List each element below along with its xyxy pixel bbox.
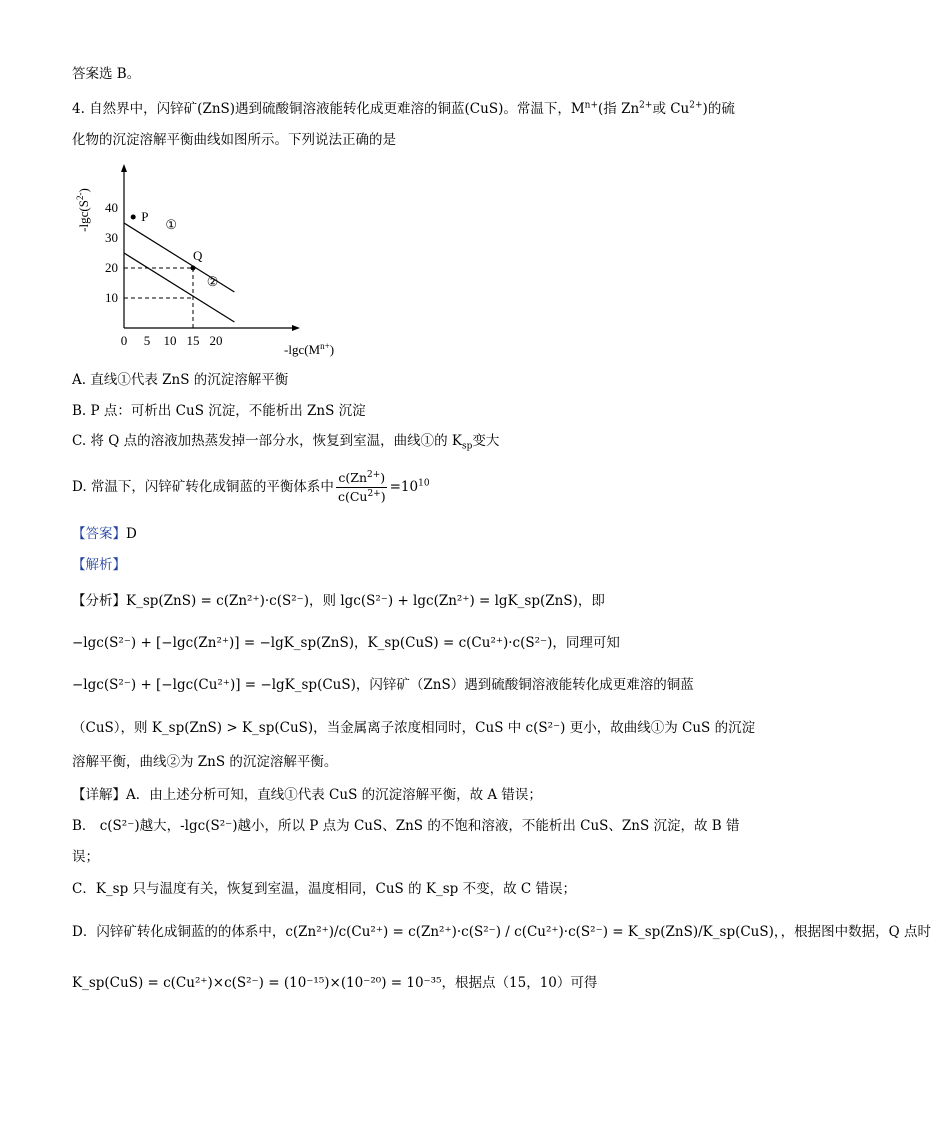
option-c [72,431,499,451]
analysis-tag: 【分析】 [72,593,126,609]
detail-line-d1 [72,922,931,942]
option-c-sub: sp [461,441,473,452]
jiexi-tag: 【解析】 [72,557,126,573]
q-sup-2: 2+ [639,100,653,111]
x-tick-label: 5 [143,333,151,348]
detail-d1a: D．闪锌矿转化成铜蓝的的体系中， [72,924,286,940]
analysis-line-5: 溶解平衡，曲线②为 ZnS 的沉淀溶解平衡。 [72,754,338,770]
analysis-line-3 [72,675,694,695]
answer-tag: 【答案】 [72,526,126,542]
prev-answer-line: 答案选 B。 [72,66,141,82]
x-axis-label: $-\lg c(M^{n+})$ [284,341,335,357]
detail-d2b: ，根据点（15，10）可得 [441,975,598,991]
point-label: P [141,209,149,224]
y-tick-label: 30 [105,230,118,245]
analysis-3a: −lgc(S²⁻) + [−lgc(Cu²⁺)] = −lgK_sp(CuS)， [72,677,370,693]
option-d-fraction: $\frac{c(Zn^{2+})}{c(Cu^{2+})}$ [337,469,386,504]
y-tick-label: 10 [105,290,118,305]
series-label: ② [206,274,219,289]
question-line-1 [72,99,735,119]
option-d [72,467,430,507]
answer-value: D [126,526,137,542]
series-label: ① [165,217,178,232]
detail-d1b: ，，根据图中数据，Q 点时 [773,924,931,940]
q-text-b: (指 Zn [598,101,640,117]
analysis-4b: 当金属离子浓度相同时，CuS 中 c(S²⁻) 更小，故曲线①为 CuS 的沉淀 [326,720,756,736]
analysis-line-1 [72,591,605,611]
analysis-line-4 [72,718,755,738]
x-axis-arrow [292,325,300,331]
detail-tag: 【详解】 [72,787,126,803]
answer-line [72,524,137,544]
option-a: A. 直线①代表 ZnS 的沉淀溶解平衡 [72,372,289,388]
y-tick-label: 20 [105,260,118,275]
q-text-c: 或 Cu [652,101,690,117]
detail-line-a [72,785,542,805]
detail-line-b2: 误； [72,849,99,865]
analysis-3b: 闪锌矿（ZnS）遇到硫酸铜溶液能转化成更难溶的铜蓝 [369,677,694,693]
y-axis-label: $-\lg c(S^{2-})$ [75,188,91,232]
detail-line-b1: B． c(S²⁻)越大，-lgc(S²⁻)越小，所以 P 点为 CuS、ZnS 的不饱和溶液，不能析出 CuS、ZnS 沉淀，故 B 错 [72,818,740,834]
option-d-text: D. 常温下，闪锌矿转化成铜蓝的平衡体系中 [72,479,334,495]
x-tick-label: 20 [209,333,223,348]
option-c-tail: 变大 [472,433,500,449]
analysis-4a: （CuS），则 K_sp(ZnS) > K_sp(CuS)， [72,720,327,736]
detail-line-c: C．K_sp 只与温度有关，恢复到室温，温度相同，CuS 的 K_sp 不变，故 C 错误； [72,881,576,897]
detail-a: A．由上述分析可知，直线①代表 CuS 的沉淀溶解平衡，故 A 错误； [126,787,542,803]
option-c-text: C. 将 Q 点的溶液加热蒸发掉一部分水，恢复到室温，曲线①的 K [72,433,462,449]
point-label: Q [193,248,203,263]
analysis-text-1: K_sp(ZnS) = c(Zn²⁺)·c(S²⁻)，则 lgc(S²⁻) + lgc(Zn²⁺) = lgK_sp(ZnS)，即 [126,593,605,609]
detail-line-d2 [72,973,597,993]
detail-d1-equation: c(Zn²⁺)/c(Cu²⁺) = c(Zn²⁺)·c(S²⁻) / c(Cu²⁺)·c(S²⁻) = K_sp(ZnS)/K_sp(CuS) [285,924,774,940]
y-tick-label: 40 [105,200,118,215]
option-d-exp: 10 [418,478,430,489]
point-q [191,266,196,271]
point-p [131,215,136,220]
q-sup-3: 2+ [689,100,703,111]
analysis-line-2: −lgc(S²⁻) + [−lgc(Zn²⁺)] = −lgK_sp(ZnS)，K_sp(CuS) = c(Cu²⁺)·c(S²⁻)，同理可知 [72,635,620,651]
x-tick-label: 0 [120,333,128,348]
detail-d2a: K_sp(CuS) = c(Cu²⁺)×c(S²⁻) = (10⁻¹⁵)×(10⁻²⁰) = 10⁻³⁵ [72,975,442,991]
question-line-2: 化物的沉淀溶解平衡曲线如图所示。下列说法正确的是 [72,132,396,148]
option-b: B. P 点：可析出 CuS 沉淀，不能析出 ZnS 沉淀 [72,403,366,419]
q-text-a: 4. 自然界中，闪锌矿(ZnS)遇到硫酸铜溶液能转化成更难溶的铜蓝(CuS)。常温下，M [72,101,585,117]
x-tick-label: 10 [163,333,177,348]
q-text-d: )的硫 [702,101,735,117]
solubility-chart [72,158,372,368]
option-d-value: =10 [389,479,419,495]
x-tick-label: 15 [186,333,200,348]
q-sup-1: n+ [584,100,599,111]
y-axis-arrow [121,164,127,172]
